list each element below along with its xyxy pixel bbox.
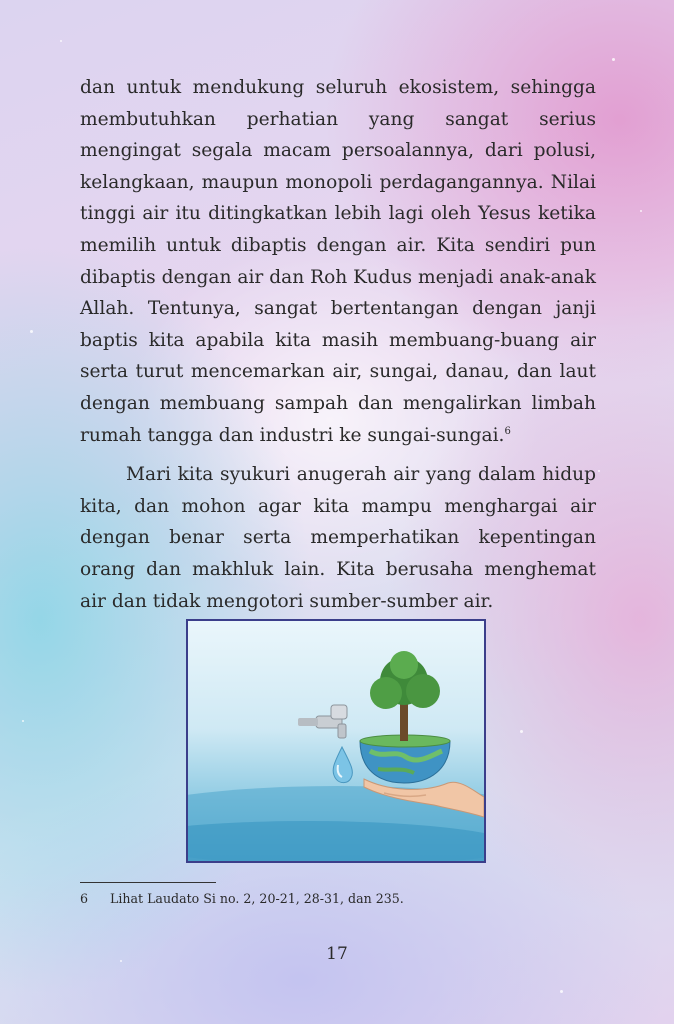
sparkle <box>612 58 615 61</box>
sparkle <box>22 720 24 722</box>
footnote-reference[interactable]: 6 <box>504 425 511 437</box>
sparkle <box>30 330 33 333</box>
sparkle <box>598 470 600 472</box>
paragraph-2: Mari kita syukuri anugerah air yang dalam hidup kita, dan mohon agar kita mampu menghargai air dengan benar serta memperhatikan kepentingan orang dan makhluk lain. Kita berusaha menghemat air dan tidak mengotori sumber-sumber air. <box>80 464 596 612</box>
footnote-number: 6 <box>80 891 89 906</box>
footnote-rule <box>80 882 216 883</box>
footnote-text: Lihat Laudato Si no. 2, 20-21, 28-31, dan 235. <box>110 891 404 906</box>
page-number: 17 <box>326 944 348 964</box>
paragraph-1 <box>80 72 596 451</box>
sparkle <box>560 990 563 993</box>
illustration-figure <box>186 619 486 863</box>
sparkle <box>520 730 523 733</box>
footnote <box>80 890 600 908</box>
sparkle <box>640 210 642 212</box>
paragraph-1-text: dan untuk mendukung seluruh ekosistem, sehingga membutuhkan perhatian yang sangat serius mengingat segala macam persoalannya, dari polusi, kelangkaan, maupun monopoli perdagangannya. Nilai tinggi air itu ditingkatkan lebih lagi oleh Yesus ketika memilih untuk dibaptis dengan air. Kita sendiri pun dibaptis dengan air dan Roh Kudus menjadi anak-anak Allah. Tentunya, sangat bertentangan dengan janji baptis kita apabila kita masih membuang-buang air serta turut mencemarkan air, sungai, danau, dan laut dengan membuang sampah dan mengalirkan limbah rumah tangga dan industri ke sungai-sungai. <box>80 77 596 446</box>
tree-globe-faucet-hand-icon <box>188 621 484 861</box>
body-text <box>80 72 596 617</box>
sparkle <box>60 40 62 42</box>
